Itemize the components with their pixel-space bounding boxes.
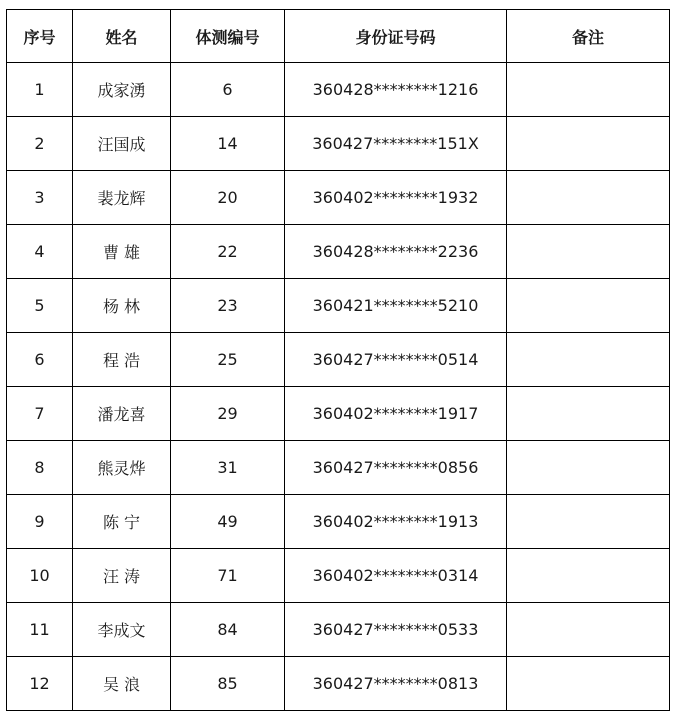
cell-test-no: 84	[171, 603, 285, 657]
cell-note	[507, 657, 670, 711]
cell-name: 潘龙喜	[73, 387, 171, 441]
cell-name: 陈 宁	[73, 495, 171, 549]
cell-note	[507, 387, 670, 441]
cell-test-no: 23	[171, 279, 285, 333]
cell-id-no: 360402********0314	[285, 549, 507, 603]
header-name: 姓名	[73, 10, 171, 63]
cell-note	[507, 225, 670, 279]
header-row	[7, 10, 670, 63]
cell-seq: 9	[7, 495, 73, 549]
header-note: 备注	[507, 10, 670, 63]
cell-seq: 10	[7, 549, 73, 603]
cell-test-no: 25	[171, 333, 285, 387]
cell-note	[507, 171, 670, 225]
cell-seq: 2	[7, 117, 73, 171]
header-id-no: 身份证号码	[285, 10, 507, 63]
cell-note	[507, 603, 670, 657]
cell-id-no: 360402********1913	[285, 495, 507, 549]
cell-seq: 11	[7, 603, 73, 657]
cell-note	[507, 441, 670, 495]
cell-seq: 12	[7, 657, 73, 711]
cell-name: 李成文	[73, 603, 171, 657]
cell-seq: 7	[7, 387, 73, 441]
table-row	[7, 333, 670, 387]
table-row	[7, 441, 670, 495]
cell-test-no: 31	[171, 441, 285, 495]
cell-id-no: 360427********0533	[285, 603, 507, 657]
cell-test-no: 22	[171, 225, 285, 279]
table-row	[7, 171, 670, 225]
cell-name: 汪国成	[73, 117, 171, 171]
cell-seq: 3	[7, 171, 73, 225]
table-row	[7, 279, 670, 333]
cell-test-no: 14	[171, 117, 285, 171]
table-row	[7, 63, 670, 117]
header-test-no: 体测编号	[171, 10, 285, 63]
cell-seq: 1	[7, 63, 73, 117]
cell-name: 裴龙辉	[73, 171, 171, 225]
cell-test-no: 6	[171, 63, 285, 117]
table-row	[7, 603, 670, 657]
cell-note	[507, 117, 670, 171]
cell-seq: 5	[7, 279, 73, 333]
roster-table	[6, 9, 670, 711]
table-header	[7, 10, 670, 63]
cell-name: 程 浩	[73, 333, 171, 387]
table-row	[7, 117, 670, 171]
cell-id-no: 360427********0856	[285, 441, 507, 495]
cell-note	[507, 63, 670, 117]
cell-name: 吴 浪	[73, 657, 171, 711]
cell-id-no: 360427********151X	[285, 117, 507, 171]
cell-name: 成家湧	[73, 63, 171, 117]
cell-test-no: 71	[171, 549, 285, 603]
cell-note	[507, 495, 670, 549]
cell-name: 熊灵烨	[73, 441, 171, 495]
cell-seq: 8	[7, 441, 73, 495]
cell-test-no: 20	[171, 171, 285, 225]
cell-id-no: 360428********1216	[285, 63, 507, 117]
header-seq: 序号	[7, 10, 73, 63]
table-row	[7, 495, 670, 549]
cell-test-no: 85	[171, 657, 285, 711]
table-row	[7, 225, 670, 279]
cell-id-no: 360427********0813	[285, 657, 507, 711]
cell-name: 汪 涛	[73, 549, 171, 603]
table-row	[7, 549, 670, 603]
table-row	[7, 387, 670, 441]
cell-id-no: 360427********0514	[285, 333, 507, 387]
table-body	[7, 63, 670, 711]
cell-id-no: 360402********1932	[285, 171, 507, 225]
cell-note	[507, 549, 670, 603]
cell-id-no: 360402********1917	[285, 387, 507, 441]
cell-id-no: 360421********5210	[285, 279, 507, 333]
cell-note	[507, 279, 670, 333]
cell-name: 杨 林	[73, 279, 171, 333]
cell-seq: 6	[7, 333, 73, 387]
cell-name: 曹 雄	[73, 225, 171, 279]
cell-note	[507, 333, 670, 387]
table-row	[7, 657, 670, 711]
cell-test-no: 29	[171, 387, 285, 441]
cell-test-no: 49	[171, 495, 285, 549]
cell-id-no: 360428********2236	[285, 225, 507, 279]
cell-seq: 4	[7, 225, 73, 279]
